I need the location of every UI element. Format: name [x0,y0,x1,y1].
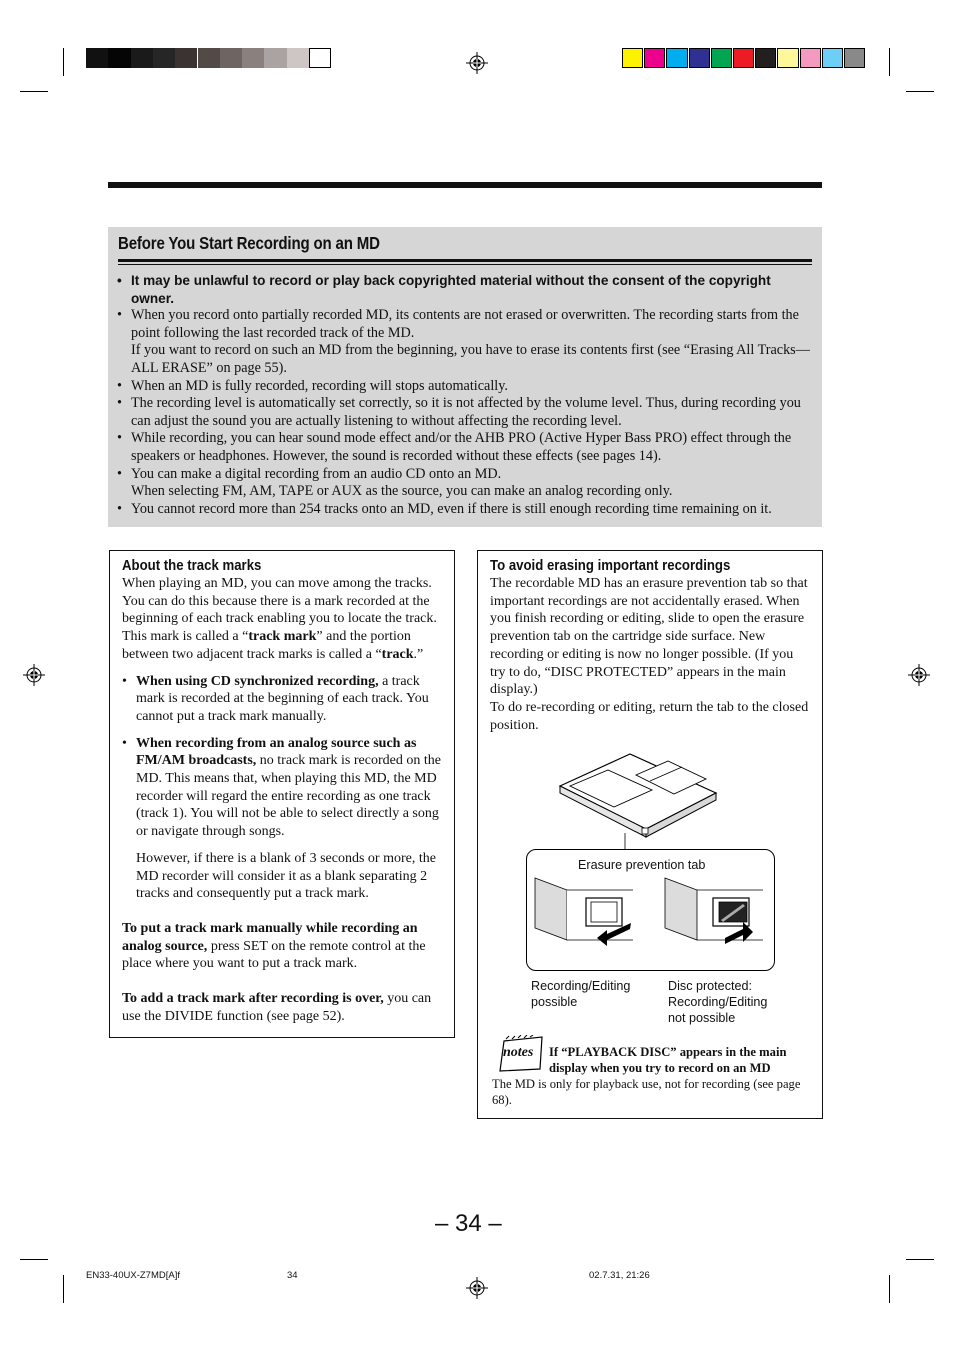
swatch [777,48,798,68]
notes-body: The MD is only for playback use, not for recording (see page 68). [492,1077,801,1107]
box-title: To avoid erasing important recordings [490,557,731,574]
swatch [131,48,153,68]
caption-recording-possible: Recording/Editing possible [531,979,631,1009]
list-item: • It may be unlawful to record or play back copyrighted material without the consent of the copyright owner. [117,273,771,306]
swatch [198,48,220,68]
crop-mark [906,1259,934,1260]
list-item: • While recording, you can hear sound mode effect and/or the AHB PRO (Active Hyper Bass PRO) effect through the speakers or headphones. However, the sound is recorded without these effects (see pages 14). [117,430,792,464]
swatch [844,48,865,68]
swatch [622,48,643,68]
title-rule [118,259,812,262]
tab-open-illustration [663,876,768,956]
registration-mark-icon [466,52,488,74]
notes-label: notes [503,1045,534,1060]
track-marks-box [109,550,455,1038]
swatch [153,48,175,68]
registration-mark-icon [466,1277,488,1299]
footer-page: 34 [287,1270,298,1281]
list-item: • When you record onto partially recorded MD, its contents are not erased or overwritten. The recording starts from the point following the last recorded track of the MD. If you want to record on such an MD from the beginning, you have to erase its contents first (see “Erasing All Tracks—ALL ERASE” on page 55). [117,307,810,376]
list-item: • When recording from an analog source such as FM/AM broadcasts, no track mark is recorded on the MD. This means that, when playing this MD, the MD recorder will regard the entire recording as one track (track 1). You will not be able to select directly a song or navigate through songs. [122,735,441,840]
swatch [242,48,264,68]
pointer-line [618,831,638,851]
swatch [822,48,843,68]
swatch [220,48,242,68]
title-rule [118,264,812,265]
swatch [666,48,687,68]
list-item: • When using CD synchronized recording, a track mark is recorded at the beginning of each track. You cannot put a track mark manually. [122,673,429,724]
swatch [86,48,108,68]
swatch [309,48,331,68]
swatch [644,48,665,68]
swatch [711,48,732,68]
paragraph: To do re-recording or editing, return the tab to the closed position. [490,699,809,733]
erase-prevention-box [477,550,823,1119]
footer-date: 02.7.31, 21:26 [589,1270,650,1281]
notes-heading: If “PLAYBACK DISC” appears in the main display when you try to record on an MD [549,1045,787,1075]
swatch [755,48,776,68]
swatch [800,48,821,68]
list-item: • You cannot record more than 254 tracks onto an MD, even if there is still enough recording time remaining on it. [117,500,772,517]
list-item: • The recording level is automatically set correctly, so it is not affected by the volume level. Thus, during recording you can adjust the sound you are actually listening to without affecting the recording level. [117,395,801,429]
crop-mark [20,91,48,92]
bullet-list [114,272,814,518]
swatch [108,48,130,68]
paragraph: To add a track mark after recording is over, you can use the DIVIDE function (see page 52). [122,991,432,1024]
crop-mark [906,91,934,92]
crop-mark [63,48,64,76]
registration-mark-icon [908,664,930,686]
callout-label: Erasure prevention tab [578,858,706,872]
swatch [733,48,754,68]
crop-mark [889,1275,890,1303]
tab-closed-illustration [533,876,638,956]
page-number: – 34 – [435,1210,502,1237]
list-item: • When an MD is fully recorded, recording will stops automatically. [117,377,508,394]
list-item: • You can make a digital recording from an audio CD onto an MD. When selecting FM, AM, TAPE or AUX as the source, you can make an analog recording only. [117,465,673,500]
notes-icon [498,1035,546,1073]
header-rule [108,182,822,188]
swatch [689,48,710,68]
box-title: About the track marks [122,557,262,574]
crop-mark [889,48,890,76]
section-title: Before You Start Recording on an MD [118,233,380,253]
swatch [287,48,309,68]
caption-disc-protected: Disc protected: Recording/Editing not possible [668,979,768,1025]
crop-mark [20,1259,48,1260]
swatch [175,48,197,68]
crop-mark [63,1275,64,1303]
minidisc-illustration [558,751,718,841]
footer-code: EN33-40UX-Z7MD[A]f [86,1270,180,1281]
paragraph: To put a track mark manually while recording an analog source, press SET on the remote control at the place where you want to put a track mark. [122,920,426,972]
paragraph: The recordable MD has an erasure prevention tab so that important recordings are not accidentally erased. When you finish recording or editing, slide to open the erasure prevention tab on the cartridge side surface. New recording or editing is now no longer possible. (If you try to do, “DISC PROTECTED” appears in the main display.) [490,576,808,698]
paragraph: When playing an MD, you can move among the tracks. You can do this because there is a mark recorded at the beginning of each track enabling you to locate the track. This mark is called a “track mark” and the portion between two adjacent track marks is called a “track.” [122,576,437,662]
paragraph: However, if there is a blank of 3 seconds or more, the MD recorder will consider it as a blank separating 2 tracks and consequently put a track mark. [136,850,436,902]
swatch [264,48,286,68]
registration-mark-icon [23,664,45,686]
